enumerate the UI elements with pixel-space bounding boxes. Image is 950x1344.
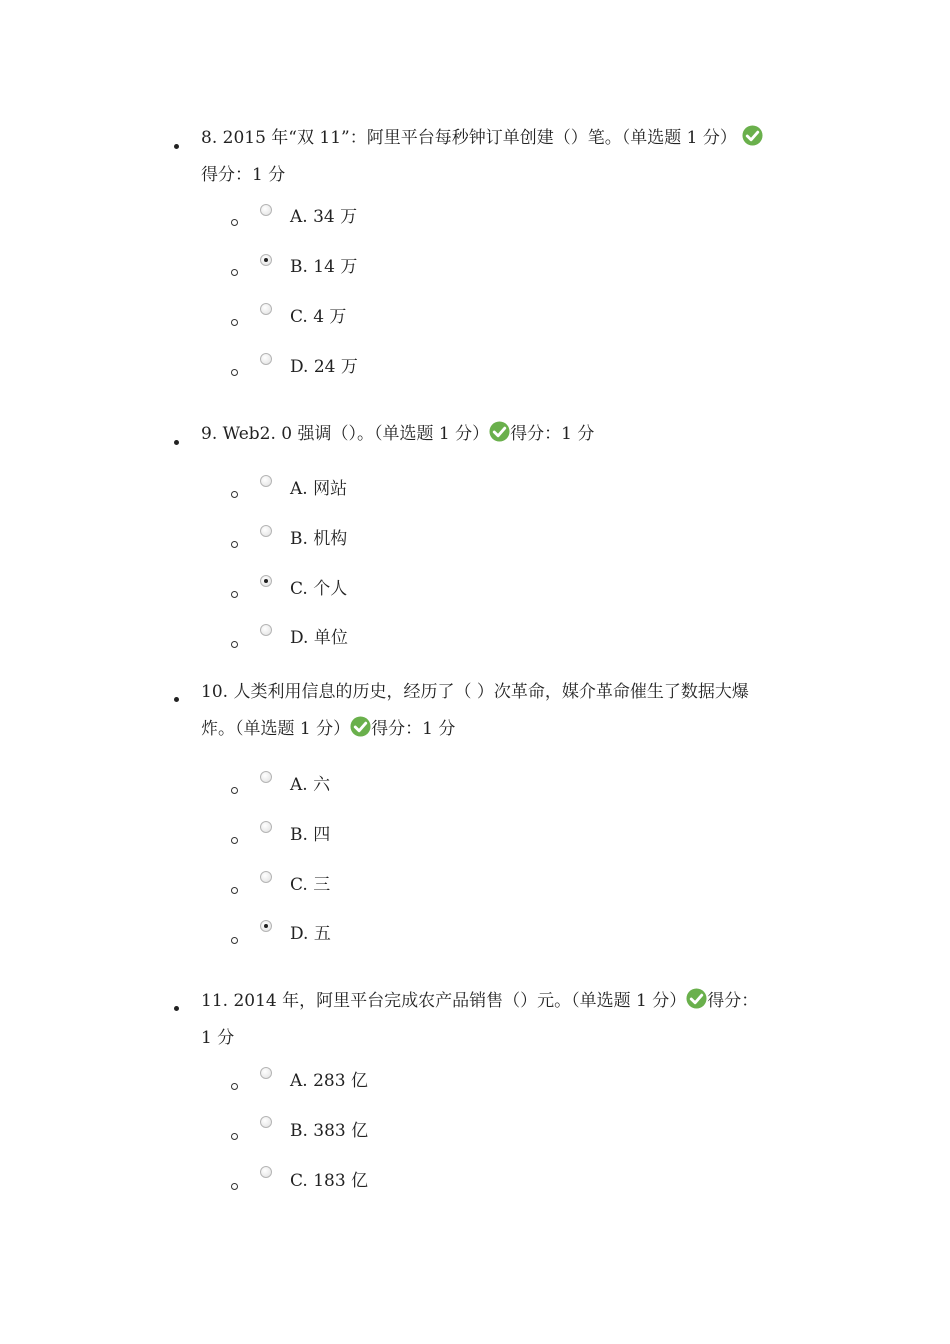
- question-9: [201, 416, 821, 453]
- question-8-score: 得分：1 分: [201, 165, 286, 185]
- option-bullet: [231, 491, 238, 498]
- option-bullet: [231, 887, 238, 894]
- question-bullet: [174, 1006, 179, 1011]
- option-bullet: [231, 269, 238, 276]
- option-bullet: [231, 1083, 238, 1090]
- option-a-radio[interactable]: [260, 475, 272, 487]
- option-b-radio[interactable]: [260, 254, 272, 266]
- option-a-radio[interactable]: [260, 204, 272, 216]
- option-b-radio[interactable]: [260, 1116, 272, 1128]
- option-c-label: C. 个人: [290, 579, 348, 599]
- option-d-label: D. 24 万: [290, 357, 358, 377]
- option-a-label: A. 283 亿: [290, 1071, 368, 1091]
- option-d-radio[interactable]: [260, 920, 272, 932]
- option-bullet: [231, 937, 238, 944]
- question-bullet: [174, 440, 179, 445]
- option-bullet: [231, 541, 238, 548]
- option-c-radio[interactable]: [260, 1166, 272, 1178]
- option-c-label: C. 4 万: [290, 307, 347, 327]
- question-11: [201, 983, 821, 1057]
- option-bullet: [231, 837, 238, 844]
- question-10-text-cont: 炸。（单选题 1 分）: [201, 719, 351, 739]
- question-10-text: 10. 人类利用信息的历史，经历了（ ）次革命，媒介革命催生了数据大爆: [201, 682, 749, 702]
- option-a-label: A. 网站: [290, 479, 348, 499]
- option-c-radio[interactable]: [260, 871, 272, 883]
- option-bullet: [231, 369, 238, 376]
- option-a-radio[interactable]: [260, 1067, 272, 1079]
- option-bullet: [231, 1183, 238, 1190]
- option-a-label: A. 六: [290, 775, 331, 795]
- question-8-text: 8. 2015 年“双 11”：阿里平台每秒钟订单创建（）笔。（单选题 1 分）: [201, 128, 737, 148]
- question-10-score: 得分：1 分: [371, 719, 456, 739]
- option-b-label: B. 383 亿: [290, 1121, 369, 1141]
- option-d-label: D. 单位: [290, 628, 348, 648]
- option-b-label: B. 14 万: [290, 257, 358, 277]
- question-9-score: 得分：1 分: [510, 424, 595, 444]
- option-d-radio[interactable]: [260, 624, 272, 636]
- option-bullet: [231, 591, 238, 598]
- correct-check-icon: [489, 421, 510, 442]
- question-10: [201, 674, 821, 748]
- option-d-label: D. 五: [290, 924, 331, 944]
- question-8: [201, 120, 821, 194]
- option-c-radio[interactable]: [260, 303, 272, 315]
- option-b-radio[interactable]: [260, 821, 272, 833]
- question-bullet: [174, 697, 179, 702]
- option-bullet: [231, 219, 238, 226]
- correct-check-icon: [742, 125, 763, 146]
- option-bullet: [231, 319, 238, 326]
- option-b-radio[interactable]: [260, 525, 272, 537]
- question-11-score-value: 1 分: [201, 1028, 235, 1048]
- option-c-label: C. 三: [290, 875, 331, 895]
- question-bullet: [174, 144, 179, 149]
- question-11-text: 11. 2014 年，阿里平台完成农产品销售（）元。（单选题 1 分）: [201, 991, 687, 1011]
- option-d-radio[interactable]: [260, 353, 272, 365]
- question-9-text: 9. Web2. 0 强调（）。（单选题 1 分）: [201, 424, 490, 444]
- option-bullet: [231, 641, 238, 648]
- option-c-radio[interactable]: [260, 575, 272, 587]
- option-a-label: A. 34 万: [290, 207, 358, 227]
- option-bullet: [231, 787, 238, 794]
- question-11-score: 得分：: [707, 991, 759, 1011]
- option-c-label: C. 183 亿: [290, 1171, 369, 1191]
- option-b-label: B. 四: [290, 825, 331, 845]
- option-bullet: [231, 1133, 238, 1140]
- correct-check-icon: [686, 988, 707, 1009]
- correct-check-icon: [350, 716, 371, 737]
- option-b-label: B. 机构: [290, 529, 348, 549]
- option-a-radio[interactable]: [260, 771, 272, 783]
